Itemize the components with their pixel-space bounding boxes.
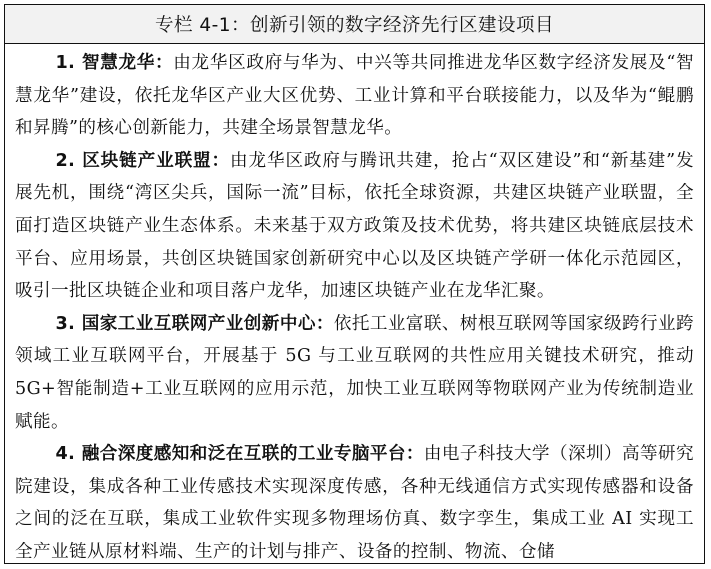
item-heading: 1. 智慧龙华：: [55, 53, 174, 73]
item-text: 由龙华区政府与腾讯共建，抢占“双区建设”和“新基建”发展先机，围绕“湾区尖兵，国际一流”目标，依托全球资源，共建区块链产业联盟，全面打造区块链产业生态体系。未来基于双方政策及技术优势，将共建区块链底层技术平台、应用场景，共创区块链国家创新研究中心以及区块链产学研一体化示范园区，吸引一批区块链企业和项目落户龙华，加速区块链产业在龙华汇聚。: [15, 150, 694, 302]
item-paragraph: [15, 438, 694, 568]
item-text: 由电子科技大学（深圳）高等研究院建设，集成各种工业传感技术实现深度传感，各种无线通信方式实现传感器和设备之间的泛在互联，集成工业软件实现多物理场仿真、数字孪生，集成工业 AI 实现工全产业链从原材料端、生产的计划与排产、设备的控制、物流、仓储: [15, 444, 694, 562]
item-heading: 2. 区块链产业联盟：: [55, 150, 231, 171]
feature-box: [4, 4, 705, 564]
item-heading: 4. 融合深度感知和泛在互联的工业专脑平台：: [55, 444, 424, 465]
item-text: 依托工业富联、树根互联网等国家级跨行业跨领域工业互联网平台，开展基于 5G 与工业互联网的共性应用关键技术研究，推动 5G+智能制造+工业互联网的应用示范，加快工业互联网等物联网产业为传统制造业赋能。: [15, 313, 694, 432]
box-title: 专栏 4-1：创新引领的数字经济先行区建设项目: [5, 5, 704, 44]
item-paragraph: [15, 145, 694, 308]
item-text: 由龙华区政府与华为、中兴等共同推进龙华区数字经济发展及“智慧龙华”建设，依托龙华区产业大区优势、工业计算和平台联接能力，以及华为“鲲鹏和昇腾”的核心创新能力，共建全场景智慧龙华。: [15, 53, 694, 139]
item-paragraph: [15, 47, 694, 145]
item-heading: 3. 国家工业互联网产业创新中心：: [55, 313, 334, 334]
box-content: [5, 44, 704, 569]
item-paragraph: [15, 308, 694, 438]
